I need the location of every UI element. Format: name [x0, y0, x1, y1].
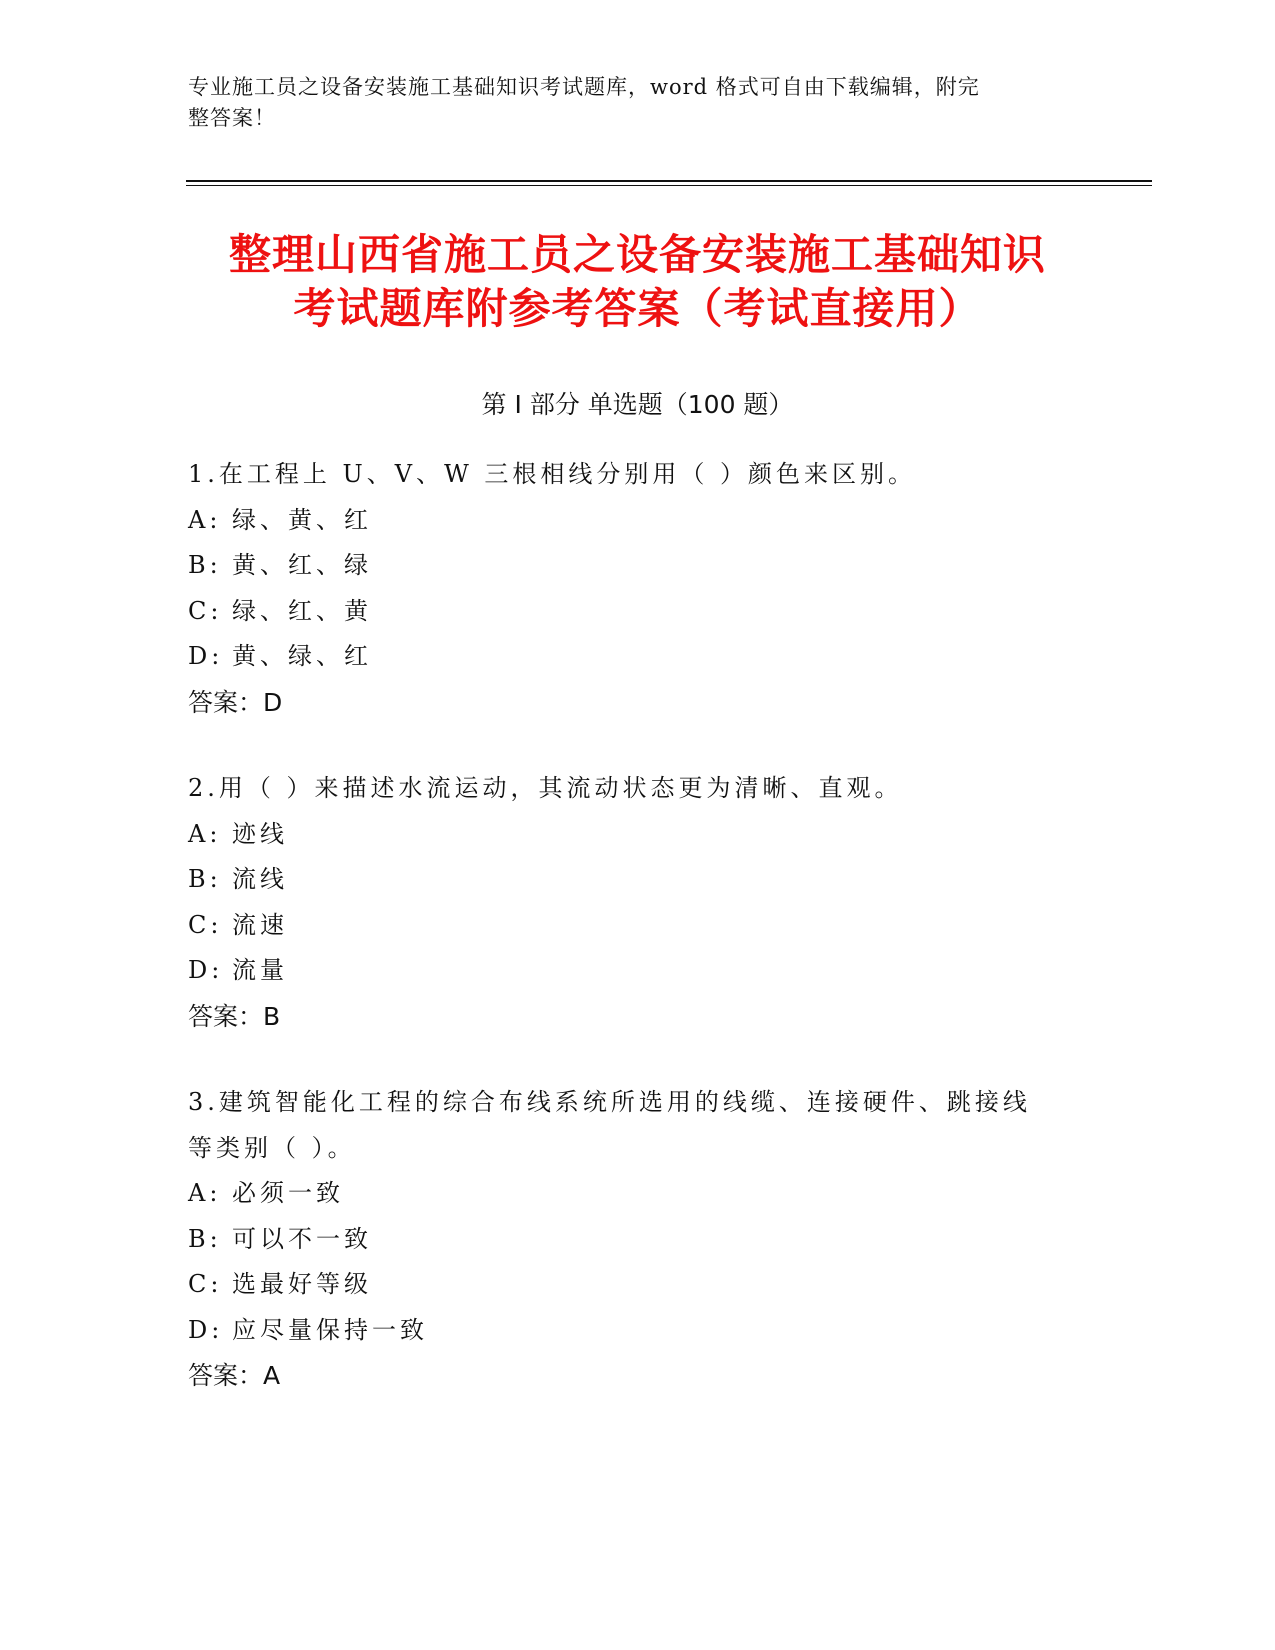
option-a	[188, 812, 1088, 858]
answer-line: 答案：A	[188, 1361, 281, 1390]
option-d	[188, 948, 1088, 994]
option-text: 流速	[232, 910, 288, 939]
document-header	[188, 72, 1088, 134]
option-text: 流量	[232, 956, 288, 984]
option-text: 绿、黄、红	[232, 505, 372, 534]
option-letter: B:	[188, 1224, 222, 1253]
document-title	[120, 228, 1155, 336]
option-b	[188, 543, 1088, 589]
question-stem-line-2: 等类别（ ）。	[188, 1133, 356, 1162]
option-text: 黄、红、绿	[232, 551, 372, 579]
header-line-1: 专业施工员之设备安装施工基础知识考试题库，word 格式可自由下载编辑，附完	[188, 75, 980, 99]
header-divider	[186, 180, 1152, 182]
option-letter: D:	[188, 956, 224, 984]
question-1	[188, 452, 1088, 725]
option-text: 选最好等级	[232, 1270, 372, 1298]
option-c	[188, 589, 1088, 635]
title-line-2: 考试题库附参考答案（考试直接用）	[293, 284, 982, 333]
option-letter: D:	[188, 642, 224, 670]
option-letter: C:	[188, 910, 223, 939]
option-text: 应尽量保持一致	[232, 1315, 428, 1344]
option-text: 流线	[232, 865, 288, 893]
section-heading: 第 I 部分 单选题（100 题）	[481, 390, 794, 419]
option-d	[188, 634, 1088, 680]
option-letter: B:	[188, 551, 222, 579]
question-3	[188, 1080, 1088, 1399]
option-text: 迹线	[232, 819, 288, 848]
option-text: 绿、红、黄	[232, 596, 372, 625]
option-letter: B:	[188, 865, 222, 893]
option-text: 可以不一致	[232, 1224, 372, 1253]
title-line-1: 整理山西省施工员之设备安装施工基础知识	[228, 230, 1046, 279]
option-letter: A:	[188, 1179, 222, 1207]
header-divider-thin	[186, 185, 1152, 186]
option-letter: A:	[188, 505, 222, 534]
question-stem: 2.用（ ）来描述水流运动，其流动状态更为清晰、直观。	[188, 774, 903, 802]
option-b	[188, 1217, 1088, 1263]
option-letter: D:	[188, 1315, 224, 1344]
option-letter: C:	[188, 596, 223, 625]
question-stem: 1.在工程上 U、V、W 三根相线分别用（ ）颜色来区别。	[188, 460, 917, 488]
header-line-2: 整答案！	[188, 106, 276, 130]
option-c	[188, 1262, 1088, 1308]
answer-line: 答案：B	[188, 1001, 281, 1031]
option-b	[188, 857, 1088, 903]
answer-line: 答案：D	[188, 687, 283, 717]
option-d	[188, 1308, 1088, 1354]
option-a	[188, 498, 1088, 544]
option-letter: A:	[188, 819, 222, 848]
option-c	[188, 903, 1088, 949]
option-letter: C:	[188, 1270, 223, 1298]
option-a	[188, 1171, 1088, 1217]
question-2	[188, 766, 1088, 1039]
option-text: 必须一致	[232, 1179, 344, 1207]
option-text: 黄、绿、红	[232, 642, 372, 670]
question-stem-line-1: 3.建筑智能化工程的综合布线系统所选用的线缆、连接硬件、跳接线	[188, 1088, 1031, 1116]
